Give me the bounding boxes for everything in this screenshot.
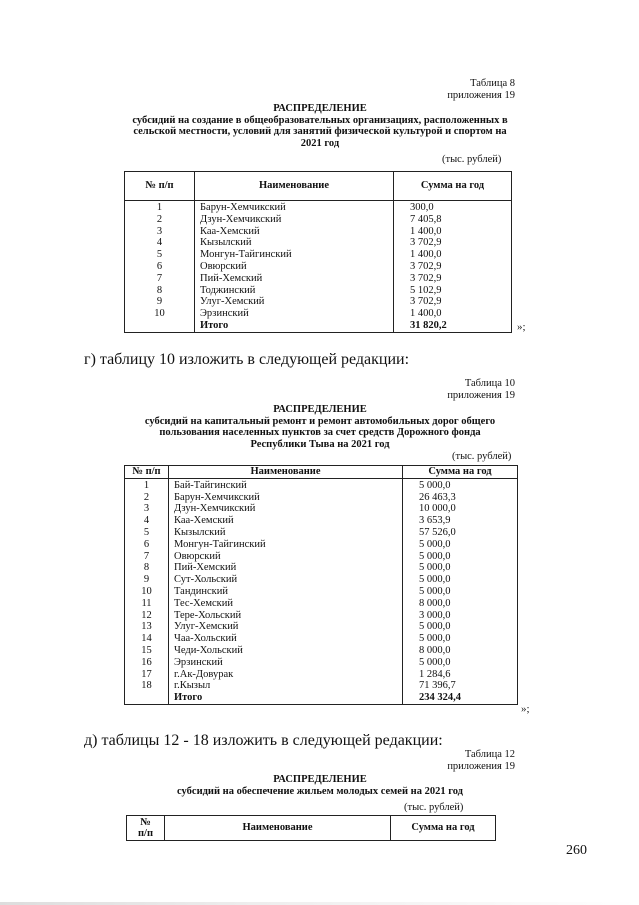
table8-cell-sum: 5 102,9 xyxy=(394,285,512,297)
table12-units: (тыс. рублей) xyxy=(404,802,464,813)
table8-row xyxy=(125,285,512,297)
table10-row xyxy=(125,478,518,491)
table8-subtitle-line2: сельской местности, условий для занятий физической культурой и спортом на xyxy=(133,126,507,137)
table10-cell-name: Монгун-Тайгинский xyxy=(169,539,403,551)
table8-cell-name: Овюрский xyxy=(195,261,394,273)
table10-closing-quote: »; xyxy=(521,703,530,715)
table10-cell-name: Кызылский xyxy=(169,527,403,539)
table8-cell-num: 2 xyxy=(125,214,195,226)
table8-cell-sum: 3 702,9 xyxy=(394,273,512,285)
table10-cell-name: Эрзинский xyxy=(169,657,403,669)
table8-subtitle-line3: 2021 год xyxy=(300,137,340,149)
table8-total-label: Итого xyxy=(195,320,394,332)
table12-header-num xyxy=(127,816,165,841)
table8-cell-sum: 3 702,9 xyxy=(394,261,512,273)
table10-cell-num: 2 xyxy=(125,492,169,504)
table10-cell-name: Каа-Хемский xyxy=(169,515,403,527)
table8-body xyxy=(125,201,512,333)
table10-row xyxy=(125,598,518,610)
table8-row xyxy=(125,214,512,226)
table10-title-block xyxy=(100,404,540,450)
table10-cell-name: Овюрский xyxy=(169,551,403,563)
table8-row xyxy=(125,237,512,249)
table10-cell-num: 5 xyxy=(125,527,169,539)
table10-cell-sum: 5 000,0 xyxy=(403,621,518,633)
table10-caption xyxy=(447,378,515,402)
table10 xyxy=(124,465,518,705)
table10-subtitle-line3: Республики Тыва на 2021 год xyxy=(250,438,390,450)
table10-cell-sum: 5 000,0 xyxy=(403,633,518,645)
table10-cell-sum: 71 396,7 xyxy=(403,680,518,692)
table8-cell-num: 8 xyxy=(125,285,195,297)
table8-cell-sum: 300,0 xyxy=(394,201,512,214)
table10-row xyxy=(125,669,518,681)
table10-cell-sum: 10 000,0 xyxy=(403,503,518,515)
table10-header-row xyxy=(125,466,518,479)
table10-row xyxy=(125,645,518,657)
table8-total-empty-cell xyxy=(125,320,195,332)
table12-header-num-line1: № xyxy=(140,817,151,828)
table10-row xyxy=(125,657,518,669)
table10-row xyxy=(125,562,518,574)
table10-cell-num: 11 xyxy=(125,598,169,610)
table10-row xyxy=(125,551,518,563)
table8-total-row xyxy=(125,320,512,332)
table8-cell-name: Каа-Хемский xyxy=(195,226,394,238)
table8-cell-name: Дзун-Хемчикский xyxy=(195,214,394,226)
table10-row xyxy=(125,680,518,692)
table12-caption xyxy=(447,749,515,773)
table12-header-name: Наименование xyxy=(165,816,391,841)
page-number: 260 xyxy=(566,843,587,858)
table8-header-num: № п/п xyxy=(125,172,195,201)
table8-cell-name: Эрзинский xyxy=(195,308,394,320)
table8-subtitle-line1: субсидий на создание в общеобразовательных организациях, расположенных в xyxy=(132,114,508,126)
table8-cell-sum: 7 405,8 xyxy=(394,214,512,226)
table10-cell-sum: 8 000,0 xyxy=(403,645,518,657)
table10-cell-sum: 3 653,9 xyxy=(403,515,518,527)
table8-row xyxy=(125,296,512,308)
table8-row xyxy=(125,261,512,273)
table10-cell-name: Бай-Тайгинский xyxy=(169,478,403,491)
table10-total-sum: 234 324,4 xyxy=(403,692,518,704)
table8-units: (тыс. рублей) xyxy=(442,154,502,165)
table8-caption-appendix: приложения 19 xyxy=(447,90,515,101)
table10-cell-sum: 1 284,6 xyxy=(403,669,518,681)
table10-cell-sum: 5 000,0 xyxy=(403,551,518,563)
table8-cell-name: Тоджинский xyxy=(195,285,394,297)
table8-cell-num: 9 xyxy=(125,296,195,308)
table8 xyxy=(124,171,512,333)
table10-cell-sum: 5 000,0 xyxy=(403,478,518,491)
table10-cell-num: 13 xyxy=(125,621,169,633)
table10-cell-sum: 57 526,0 xyxy=(403,527,518,539)
table10-cell-name: Чеди-Хольский xyxy=(169,645,403,657)
table10-cell-num: 3 xyxy=(125,503,169,515)
table8-cell-sum: 3 702,9 xyxy=(394,296,512,308)
table10-cell-name: Улуг-Хемский xyxy=(169,621,403,633)
table10-subtitle-line2: пользования населенных пунктов за счет средств Дорожного фонда xyxy=(159,427,481,438)
table10-total-label: Итого xyxy=(169,692,403,704)
table12-title: РАСПРЕДЕЛЕНИЕ xyxy=(273,774,367,785)
table10-total-empty-cell xyxy=(125,692,169,704)
table8-row xyxy=(125,201,512,214)
table10-row xyxy=(125,574,518,586)
table10-cell-sum: 5 000,0 xyxy=(403,574,518,586)
table8-cell-sum: 1 400,0 xyxy=(394,249,512,261)
table8-cell-num: 1 xyxy=(125,201,195,214)
table10-header-name: Наименование xyxy=(169,466,403,479)
table8-cell-num: 3 xyxy=(125,226,195,238)
table10-cell-name: Пий-Хемский xyxy=(169,562,403,574)
table8-row xyxy=(125,226,512,238)
table10-total-row xyxy=(125,692,518,704)
table10-row xyxy=(125,586,518,598)
table10-cell-num: 9 xyxy=(125,574,169,586)
table10-cell-num: 8 xyxy=(125,562,169,574)
table10-units: (тыс. рублей) xyxy=(452,451,512,462)
table12-title-block xyxy=(100,774,540,797)
table8-row xyxy=(125,308,512,320)
table8-caption-number: Таблица 8 xyxy=(470,78,515,89)
table12-caption-appendix: приложения 19 xyxy=(447,761,515,772)
table10-cell-name: Сут-Хольский xyxy=(169,574,403,586)
table10-subtitle-line1: субсидий на капитальный ремонт и ремонт автомобильных дорог общего xyxy=(144,415,496,427)
table10-cell-num: 17 xyxy=(125,669,169,681)
table8-cell-num: 5 xyxy=(125,249,195,261)
table8-caption xyxy=(447,78,515,102)
table10-cell-sum: 26 463,3 xyxy=(403,492,518,504)
table8-title-block xyxy=(100,103,540,149)
table8-row xyxy=(125,273,512,285)
table10-row xyxy=(125,492,518,504)
table12-header-num-line2: п/п xyxy=(137,828,154,839)
table10-cell-num: 18 xyxy=(125,680,169,692)
table8-cell-name: Барун-Хемчикский xyxy=(195,201,394,214)
paragraph-d: д) таблицы 12 - 18 изложить в следующей редакции: xyxy=(84,732,443,749)
table10-row xyxy=(125,633,518,645)
table10-cell-num: 16 xyxy=(125,657,169,669)
table8-header-sum: Сумма на год xyxy=(394,172,512,201)
table10-row xyxy=(125,621,518,633)
table8-header-row xyxy=(125,172,512,201)
table8-cell-num: 7 xyxy=(125,273,195,285)
table10-row xyxy=(125,610,518,622)
table10-caption-number: Таблица 10 xyxy=(464,378,515,389)
table10-cell-name: Тере-Хольский xyxy=(169,610,403,622)
table10-header-num: № п/п xyxy=(125,466,169,479)
table10-cell-sum: 5 000,0 xyxy=(403,562,518,574)
table10-cell-name: Тес-Хемский xyxy=(169,598,403,610)
table10-header-sum: Сумма на год xyxy=(403,466,518,479)
table10-cell-num: 1 xyxy=(125,478,169,491)
table8-cell-sum: 1 400,0 xyxy=(394,226,512,238)
table12 xyxy=(126,815,496,841)
table8-cell-num: 6 xyxy=(125,261,195,273)
table8-total-sum: 31 820,2 xyxy=(394,320,512,332)
table8-row xyxy=(125,249,512,261)
table12-header-sum: Сумма на год xyxy=(391,816,496,841)
table10-row xyxy=(125,515,518,527)
table8-cell-name: Пий-Хемский xyxy=(195,273,394,285)
table8-cell-num: 4 xyxy=(125,237,195,249)
table10-cell-sum: 8 000,0 xyxy=(403,598,518,610)
table10-cell-name: г.Ак-Довурак xyxy=(169,669,403,681)
table10-cell-num: 4 xyxy=(125,515,169,527)
table10-cell-sum: 5 000,0 xyxy=(403,586,518,598)
table10-cell-name: Барун-Хемчикский xyxy=(169,492,403,504)
table10-title: РАСПРЕДЕЛЕНИЕ xyxy=(273,404,367,415)
table10-cell-num: 12 xyxy=(125,610,169,622)
table10-caption-appendix: приложения 19 xyxy=(447,390,515,401)
table12-header-row xyxy=(127,816,496,841)
table10-row xyxy=(125,527,518,539)
table10-cell-num: 14 xyxy=(125,633,169,645)
table10-cell-num: 7 xyxy=(125,551,169,563)
table10-cell-name: Чаа-Хольский xyxy=(169,633,403,645)
table8-header-name: Наименование xyxy=(195,172,394,201)
table10-cell-num: 6 xyxy=(125,539,169,551)
table8-cell-name: Кызылский xyxy=(195,237,394,249)
table8-cell-sum: 1 400,0 xyxy=(394,308,512,320)
table8-title: РАСПРЕДЕЛЕНИЕ xyxy=(273,103,367,114)
table10-cell-num: 15 xyxy=(125,645,169,657)
table8-cell-sum: 3 702,9 xyxy=(394,237,512,249)
table10-cell-num: 10 xyxy=(125,586,169,598)
table10-cell-name: г.Кызыл xyxy=(169,680,403,692)
table10-cell-name: Дзун-Хемчикский xyxy=(169,503,403,515)
table12-subtitle-line1: субсидий на обеспечение жильем молодых семей на 2021 год xyxy=(177,785,463,797)
table10-cell-sum: 3 000,0 xyxy=(403,610,518,622)
table8-cell-name: Улуг-Хемский xyxy=(195,296,394,308)
table10-body xyxy=(125,478,518,704)
table10-row xyxy=(125,539,518,551)
table8-cell-num: 10 xyxy=(125,308,195,320)
table12-caption-number: Таблица 12 xyxy=(464,749,515,760)
table10-cell-name: Тандинский xyxy=(169,586,403,598)
paragraph-g: г) таблицу 10 изложить в следующей редакции: xyxy=(84,351,410,368)
table8-closing-quote: »; xyxy=(517,321,526,333)
table10-cell-sum: 5 000,0 xyxy=(403,539,518,551)
table10-cell-sum: 5 000,0 xyxy=(403,657,518,669)
table8-cell-name: Монгун-Тайгинский xyxy=(195,249,394,261)
table10-row xyxy=(125,503,518,515)
